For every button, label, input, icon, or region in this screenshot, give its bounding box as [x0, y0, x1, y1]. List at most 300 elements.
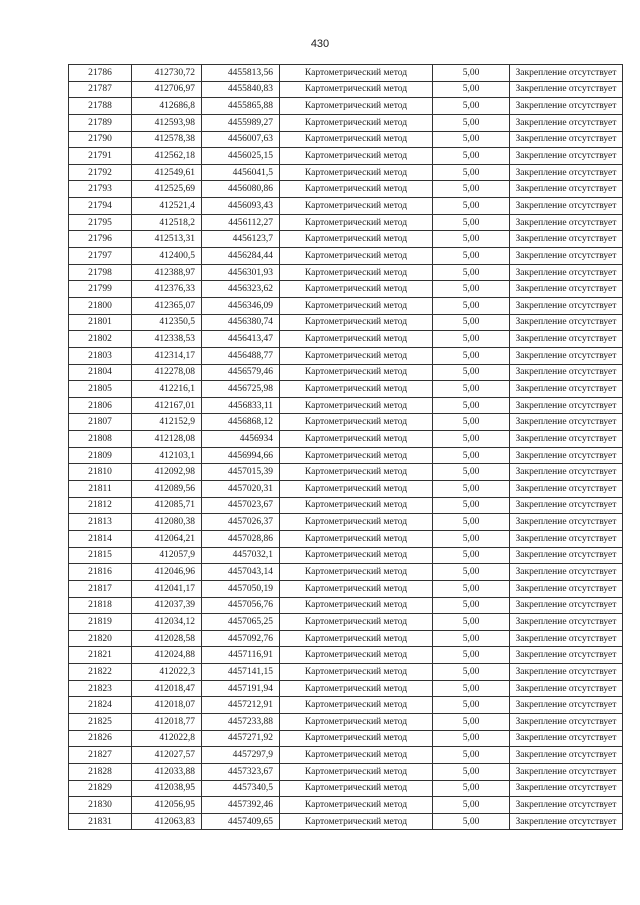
x-coordinate-cell: 412056,95	[132, 797, 202, 814]
method-cell: Картометрический метод	[280, 813, 433, 830]
fixation-cell: Закрепление отсутствует	[510, 530, 623, 547]
y-coordinate-cell: 4456080,86	[202, 181, 280, 198]
y-coordinate-cell: 4457233,88	[202, 713, 280, 730]
point-number-cell: 21805	[69, 381, 132, 398]
accuracy-cell: 5,00	[433, 481, 510, 498]
x-coordinate-cell: 412365,07	[132, 297, 202, 314]
method-cell: Картометрический метод	[280, 297, 433, 314]
point-number-cell: 21802	[69, 331, 132, 348]
x-coordinate-cell: 412089,56	[132, 481, 202, 498]
accuracy-cell: 5,00	[433, 447, 510, 464]
table-row	[69, 281, 623, 298]
point-number-cell: 21812	[69, 497, 132, 514]
method-cell: Картометрический метод	[280, 248, 433, 265]
y-coordinate-cell: 4457015,39	[202, 464, 280, 481]
table-row	[69, 431, 623, 448]
fixation-cell: Закрепление отсутствует	[510, 730, 623, 747]
fixation-cell: Закрепление отсутствует	[510, 264, 623, 281]
accuracy-cell: 5,00	[433, 131, 510, 148]
table-row	[69, 647, 623, 664]
fixation-cell: Закрепление отсутствует	[510, 780, 623, 797]
accuracy-cell: 5,00	[433, 364, 510, 381]
accuracy-cell: 5,00	[433, 431, 510, 448]
method-cell: Картометрический метод	[280, 347, 433, 364]
y-coordinate-cell: 4457116,91	[202, 647, 280, 664]
point-number-cell: 21791	[69, 148, 132, 165]
y-coordinate-cell: 4456284,44	[202, 248, 280, 265]
x-coordinate-cell: 412103,1	[132, 447, 202, 464]
x-coordinate-cell: 412730,72	[132, 65, 202, 82]
method-cell: Картометрический метод	[280, 447, 433, 464]
x-coordinate-cell: 412063,83	[132, 813, 202, 830]
x-coordinate-cell: 412400,5	[132, 248, 202, 265]
point-number-cell: 21817	[69, 580, 132, 597]
table-row	[69, 797, 623, 814]
method-cell: Картометрический метод	[280, 214, 433, 231]
y-coordinate-cell: 4456868,12	[202, 414, 280, 431]
accuracy-cell: 5,00	[433, 297, 510, 314]
accuracy-cell: 5,00	[433, 713, 510, 730]
fixation-cell: Закрепление отсутствует	[510, 181, 623, 198]
x-coordinate-cell: 412080,38	[132, 514, 202, 531]
accuracy-cell: 5,00	[433, 331, 510, 348]
fixation-cell: Закрепление отсутствует	[510, 164, 623, 181]
point-number-cell: 21820	[69, 630, 132, 647]
y-coordinate-cell: 4456346,09	[202, 297, 280, 314]
table-row	[69, 248, 623, 265]
point-number-cell: 21810	[69, 464, 132, 481]
y-coordinate-cell: 4456093,43	[202, 198, 280, 215]
y-coordinate-cell: 4456112,27	[202, 214, 280, 231]
table-row	[69, 98, 623, 115]
accuracy-cell: 5,00	[433, 397, 510, 414]
table-row	[69, 148, 623, 165]
accuracy-cell: 5,00	[433, 614, 510, 631]
y-coordinate-cell: 4457032,1	[202, 547, 280, 564]
point-number-cell: 21790	[69, 131, 132, 148]
y-coordinate-cell: 4457028,86	[202, 530, 280, 547]
table-row	[69, 347, 623, 364]
point-number-cell: 21798	[69, 264, 132, 281]
y-coordinate-cell: 4457323,67	[202, 763, 280, 780]
x-coordinate-cell: 412033,88	[132, 763, 202, 780]
point-number-cell: 21806	[69, 397, 132, 414]
method-cell: Картометрический метод	[280, 530, 433, 547]
fixation-cell: Закрепление отсутствует	[510, 248, 623, 265]
x-coordinate-cell: 412018,47	[132, 680, 202, 697]
fixation-cell: Закрепление отсутствует	[510, 763, 623, 780]
method-cell: Картометрический метод	[280, 364, 433, 381]
x-coordinate-cell: 412038,95	[132, 780, 202, 797]
x-coordinate-cell: 412037,39	[132, 597, 202, 614]
method-cell: Картометрический метод	[280, 763, 433, 780]
table-row	[69, 214, 623, 231]
accuracy-cell: 5,00	[433, 98, 510, 115]
method-cell: Картометрический метод	[280, 797, 433, 814]
y-coordinate-cell: 4456323,62	[202, 281, 280, 298]
table-row	[69, 547, 623, 564]
point-number-cell: 21804	[69, 364, 132, 381]
y-coordinate-cell: 4455989,27	[202, 114, 280, 131]
x-coordinate-cell: 412064,21	[132, 530, 202, 547]
y-coordinate-cell: 4455840,83	[202, 81, 280, 98]
fixation-cell: Закрепление отсутствует	[510, 214, 623, 231]
point-number-cell: 21811	[69, 481, 132, 498]
point-number-cell: 21821	[69, 647, 132, 664]
method-cell: Картометрический метод	[280, 713, 433, 730]
x-coordinate-cell: 412350,5	[132, 314, 202, 331]
method-cell: Картометрический метод	[280, 547, 433, 564]
method-cell: Картометрический метод	[280, 98, 433, 115]
x-coordinate-cell: 412338,53	[132, 331, 202, 348]
fixation-cell: Закрепление отсутствует	[510, 564, 623, 581]
x-coordinate-cell: 412024,88	[132, 647, 202, 664]
fixation-cell: Закрепление отсутствует	[510, 198, 623, 215]
method-cell: Картометрический метод	[280, 580, 433, 597]
method-cell: Картометрический метод	[280, 65, 433, 82]
method-cell: Картометрический метод	[280, 164, 433, 181]
x-coordinate-cell: 412388,97	[132, 264, 202, 281]
y-coordinate-cell: 4457043,14	[202, 564, 280, 581]
method-cell: Картометрический метод	[280, 381, 433, 398]
x-coordinate-cell: 412314,17	[132, 347, 202, 364]
table-row	[69, 680, 623, 697]
y-coordinate-cell: 4456833,11	[202, 397, 280, 414]
fixation-cell: Закрепление отсутствует	[510, 381, 623, 398]
point-number-cell: 21797	[69, 248, 132, 265]
y-coordinate-cell: 4456301,93	[202, 264, 280, 281]
table-row	[69, 331, 623, 348]
point-number-cell: 21822	[69, 664, 132, 681]
table-row	[69, 314, 623, 331]
table-body	[69, 65, 623, 830]
method-cell: Картометрический метод	[280, 148, 433, 165]
table-row	[69, 114, 623, 131]
x-coordinate-cell: 412549,61	[132, 164, 202, 181]
x-coordinate-cell: 412028,58	[132, 630, 202, 647]
accuracy-cell: 5,00	[433, 580, 510, 597]
method-cell: Картометрический метод	[280, 614, 433, 631]
y-coordinate-cell: 4456579,46	[202, 364, 280, 381]
point-number-cell: 21827	[69, 747, 132, 764]
x-coordinate-cell: 412085,71	[132, 497, 202, 514]
accuracy-cell: 5,00	[433, 231, 510, 248]
method-cell: Картометрический метод	[280, 198, 433, 215]
table-row	[69, 747, 623, 764]
x-coordinate-cell: 412128,08	[132, 431, 202, 448]
accuracy-cell: 5,00	[433, 148, 510, 165]
fixation-cell: Закрепление отсутствует	[510, 680, 623, 697]
page-number: 430	[310, 38, 330, 50]
fixation-cell: Закрепление отсутствует	[510, 747, 623, 764]
y-coordinate-cell: 4456041,5	[202, 164, 280, 181]
fixation-cell: Закрепление отсутствует	[510, 431, 623, 448]
fixation-cell: Закрепление отсутствует	[510, 614, 623, 631]
point-number-cell: 21831	[69, 813, 132, 830]
table-row	[69, 763, 623, 780]
accuracy-cell: 5,00	[433, 780, 510, 797]
y-coordinate-cell: 4457026,37	[202, 514, 280, 531]
y-coordinate-cell: 4457409,65	[202, 813, 280, 830]
fixation-cell: Закрепление отсутствует	[510, 131, 623, 148]
point-number-cell: 21787	[69, 81, 132, 98]
x-coordinate-cell: 412046,96	[132, 564, 202, 581]
accuracy-cell: 5,00	[433, 514, 510, 531]
accuracy-cell: 5,00	[433, 730, 510, 747]
table-row	[69, 481, 623, 498]
point-number-cell: 21794	[69, 198, 132, 215]
method-cell: Картометрический метод	[280, 730, 433, 747]
fixation-cell: Закрепление отсутствует	[510, 497, 623, 514]
fixation-cell: Закрепление отсутствует	[510, 664, 623, 681]
table-row	[69, 231, 623, 248]
fixation-cell: Закрепление отсутствует	[510, 647, 623, 664]
method-cell: Картометрический метод	[280, 81, 433, 98]
fixation-cell: Закрепление отсутствует	[510, 481, 623, 498]
fixation-cell: Закрепление отсутствует	[510, 297, 623, 314]
x-coordinate-cell: 412027,57	[132, 747, 202, 764]
table-row	[69, 530, 623, 547]
table-row	[69, 297, 623, 314]
table-row	[69, 65, 623, 82]
method-cell: Картометрический метод	[280, 264, 433, 281]
table-row	[69, 164, 623, 181]
accuracy-cell: 5,00	[433, 530, 510, 547]
accuracy-cell: 5,00	[433, 647, 510, 664]
x-coordinate-cell: 412521,4	[132, 198, 202, 215]
point-number-cell: 21825	[69, 713, 132, 730]
y-coordinate-cell: 4455813,56	[202, 65, 280, 82]
point-number-cell: 21793	[69, 181, 132, 198]
accuracy-cell: 5,00	[433, 797, 510, 814]
y-coordinate-cell: 4457056,76	[202, 597, 280, 614]
x-coordinate-cell: 412022,3	[132, 664, 202, 681]
y-coordinate-cell: 4456488,77	[202, 347, 280, 364]
point-number-cell: 21801	[69, 314, 132, 331]
table-row	[69, 780, 623, 797]
y-coordinate-cell: 4456380,74	[202, 314, 280, 331]
method-cell: Картометрический метод	[280, 697, 433, 714]
accuracy-cell: 5,00	[433, 630, 510, 647]
accuracy-cell: 5,00	[433, 564, 510, 581]
fixation-cell: Закрепление отсутствует	[510, 98, 623, 115]
y-coordinate-cell: 4456934	[202, 431, 280, 448]
method-cell: Картометрический метод	[280, 281, 433, 298]
table-row	[69, 364, 623, 381]
accuracy-cell: 5,00	[433, 81, 510, 98]
point-number-cell: 21808	[69, 431, 132, 448]
fixation-cell: Закрепление отсутствует	[510, 580, 623, 597]
x-coordinate-cell: 412562,18	[132, 148, 202, 165]
table-row	[69, 397, 623, 414]
fixation-cell: Закрепление отсутствует	[510, 231, 623, 248]
y-coordinate-cell: 4456007,63	[202, 131, 280, 148]
x-coordinate-cell: 412376,33	[132, 281, 202, 298]
y-coordinate-cell: 4456725,98	[202, 381, 280, 398]
point-number-cell: 21807	[69, 414, 132, 431]
method-cell: Картометрический метод	[280, 647, 433, 664]
accuracy-cell: 5,00	[433, 464, 510, 481]
x-coordinate-cell: 412278,08	[132, 364, 202, 381]
fixation-cell: Закрепление отсутствует	[510, 547, 623, 564]
fixation-cell: Закрепление отсутствует	[510, 713, 623, 730]
method-cell: Картометрический метод	[280, 114, 433, 131]
point-number-cell: 21815	[69, 547, 132, 564]
x-coordinate-cell: 412216,1	[132, 381, 202, 398]
accuracy-cell: 5,00	[433, 547, 510, 564]
fixation-cell: Закрепление отсутствует	[510, 813, 623, 830]
accuracy-cell: 5,00	[433, 680, 510, 697]
point-number-cell: 21796	[69, 231, 132, 248]
point-number-cell: 21792	[69, 164, 132, 181]
x-coordinate-cell: 412686,8	[132, 98, 202, 115]
y-coordinate-cell: 4457191,94	[202, 680, 280, 697]
accuracy-cell: 5,00	[433, 281, 510, 298]
point-number-cell: 21829	[69, 780, 132, 797]
y-coordinate-cell: 4457065,25	[202, 614, 280, 631]
accuracy-cell: 5,00	[433, 347, 510, 364]
method-cell: Картометрический метод	[280, 630, 433, 647]
table-row	[69, 381, 623, 398]
accuracy-cell: 5,00	[433, 697, 510, 714]
x-coordinate-cell: 412513,31	[132, 231, 202, 248]
table-row	[69, 664, 623, 681]
x-coordinate-cell: 412518,2	[132, 214, 202, 231]
y-coordinate-cell: 4456994,66	[202, 447, 280, 464]
accuracy-cell: 5,00	[433, 747, 510, 764]
accuracy-cell: 5,00	[433, 164, 510, 181]
accuracy-cell: 5,00	[433, 65, 510, 82]
x-coordinate-cell: 412706,97	[132, 81, 202, 98]
fixation-cell: Закрепление отсутствует	[510, 447, 623, 464]
point-number-cell: 21788	[69, 98, 132, 115]
method-cell: Картометрический метод	[280, 564, 433, 581]
table-row	[69, 497, 623, 514]
x-coordinate-cell: 412152,9	[132, 414, 202, 431]
fixation-cell: Закрепление отсутствует	[510, 314, 623, 331]
table-row	[69, 181, 623, 198]
method-cell: Картометрический метод	[280, 314, 433, 331]
table-row	[69, 514, 623, 531]
x-coordinate-cell: 412525,69	[132, 181, 202, 198]
accuracy-cell: 5,00	[433, 264, 510, 281]
method-cell: Картометрический метод	[280, 131, 433, 148]
x-coordinate-cell: 412018,07	[132, 697, 202, 714]
table-row	[69, 580, 623, 597]
point-number-cell: 21830	[69, 797, 132, 814]
table-row	[69, 464, 623, 481]
accuracy-cell: 5,00	[433, 214, 510, 231]
fixation-cell: Закрепление отсутствует	[510, 397, 623, 414]
table-row	[69, 614, 623, 631]
table-row	[69, 597, 623, 614]
y-coordinate-cell: 4457271,92	[202, 730, 280, 747]
fixation-cell: Закрепление отсутствует	[510, 514, 623, 531]
point-number-cell: 21800	[69, 297, 132, 314]
fixation-cell: Закрепление отсутствует	[510, 414, 623, 431]
y-coordinate-cell: 4456123,7	[202, 231, 280, 248]
accuracy-cell: 5,00	[433, 763, 510, 780]
accuracy-cell: 5,00	[433, 597, 510, 614]
point-number-cell: 21818	[69, 597, 132, 614]
method-cell: Картометрический метод	[280, 431, 433, 448]
accuracy-cell: 5,00	[433, 381, 510, 398]
x-coordinate-cell: 412057,9	[132, 547, 202, 564]
accuracy-cell: 5,00	[433, 664, 510, 681]
table-row	[69, 198, 623, 215]
point-number-cell: 21823	[69, 680, 132, 697]
y-coordinate-cell: 4457023,67	[202, 497, 280, 514]
fixation-cell: Закрепление отсутствует	[510, 597, 623, 614]
x-coordinate-cell: 412018,77	[132, 713, 202, 730]
y-coordinate-cell: 4457340,5	[202, 780, 280, 797]
fixation-cell: Закрепление отсутствует	[510, 114, 623, 131]
accuracy-cell: 5,00	[433, 248, 510, 265]
x-coordinate-cell: 412578,38	[132, 131, 202, 148]
method-cell: Картометрический метод	[280, 497, 433, 514]
method-cell: Картометрический метод	[280, 181, 433, 198]
y-coordinate-cell: 4457092,76	[202, 630, 280, 647]
table-row	[69, 813, 623, 830]
point-number-cell: 21809	[69, 447, 132, 464]
x-coordinate-cell: 412034,12	[132, 614, 202, 631]
table-row	[69, 447, 623, 464]
point-number-cell: 21813	[69, 514, 132, 531]
table-row	[69, 697, 623, 714]
method-cell: Картометрический метод	[280, 680, 433, 697]
accuracy-cell: 5,00	[433, 414, 510, 431]
point-number-cell: 21803	[69, 347, 132, 364]
coordinates-table	[68, 64, 623, 830]
point-number-cell: 21828	[69, 763, 132, 780]
point-number-cell: 21814	[69, 530, 132, 547]
table-row	[69, 713, 623, 730]
y-coordinate-cell: 4457297,9	[202, 747, 280, 764]
y-coordinate-cell: 4456413,47	[202, 331, 280, 348]
point-number-cell: 21786	[69, 65, 132, 82]
table-row	[69, 630, 623, 647]
method-cell: Картометрический метод	[280, 464, 433, 481]
table-row	[69, 264, 623, 281]
x-coordinate-cell: 412022,8	[132, 730, 202, 747]
point-number-cell: 21799	[69, 281, 132, 298]
point-number-cell: 21819	[69, 614, 132, 631]
y-coordinate-cell: 4455865,88	[202, 98, 280, 115]
fixation-cell: Закрепление отсутствует	[510, 464, 623, 481]
accuracy-cell: 5,00	[433, 813, 510, 830]
fixation-cell: Закрепление отсутствует	[510, 364, 623, 381]
point-number-cell: 21795	[69, 214, 132, 231]
accuracy-cell: 5,00	[433, 198, 510, 215]
accuracy-cell: 5,00	[433, 114, 510, 131]
method-cell: Картометрический метод	[280, 397, 433, 414]
method-cell: Картометрический метод	[280, 747, 433, 764]
point-number-cell: 21826	[69, 730, 132, 747]
y-coordinate-cell: 4457020,31	[202, 481, 280, 498]
table-row	[69, 414, 623, 431]
method-cell: Картометрический метод	[280, 664, 433, 681]
point-number-cell: 21816	[69, 564, 132, 581]
table-row	[69, 81, 623, 98]
y-coordinate-cell: 4457141,15	[202, 664, 280, 681]
method-cell: Картометрический метод	[280, 331, 433, 348]
method-cell: Картометрический метод	[280, 481, 433, 498]
method-cell: Картометрический метод	[280, 514, 433, 531]
accuracy-cell: 5,00	[433, 181, 510, 198]
table-row	[69, 730, 623, 747]
table-row	[69, 131, 623, 148]
fixation-cell: Закрепление отсутствует	[510, 65, 623, 82]
